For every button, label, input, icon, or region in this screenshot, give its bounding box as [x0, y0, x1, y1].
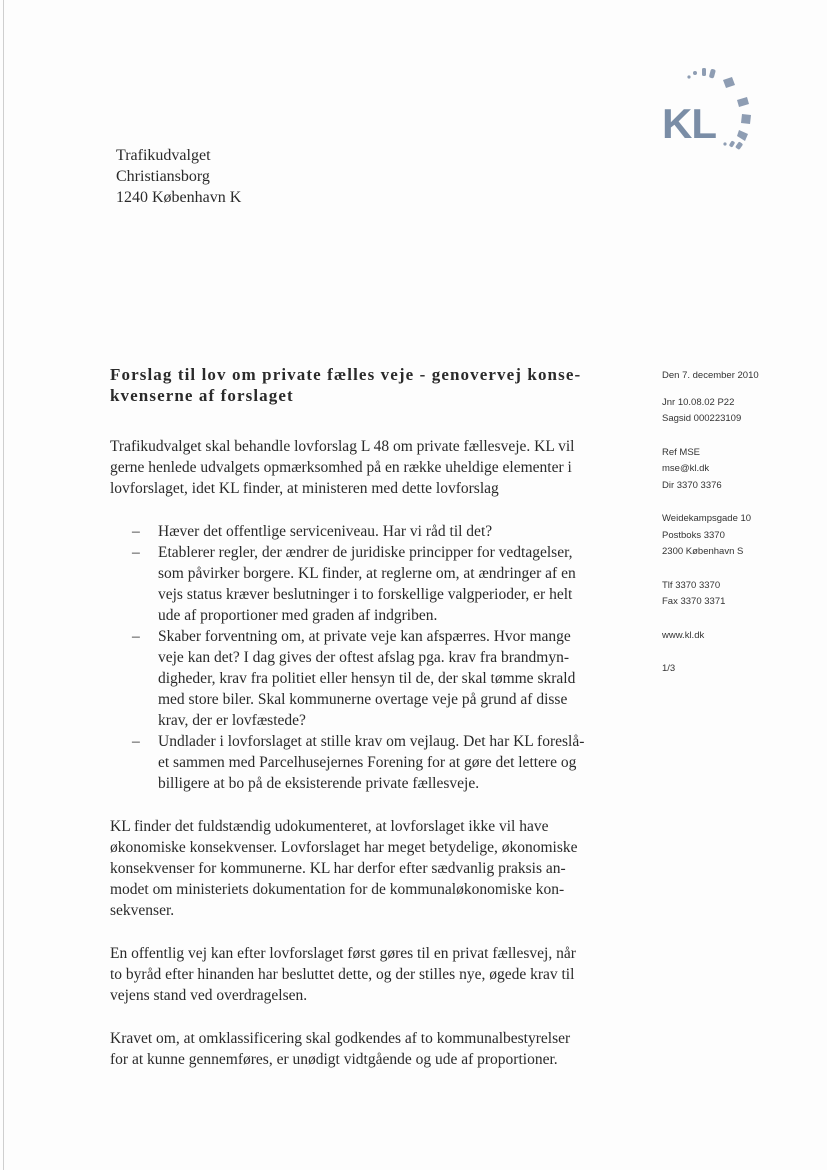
road-conversion-paragraph: En offentlig vej kan efter lovforslaget først gøres til en privat fællesvej, når to byråd efter hinanden har besluttet dette, og der stilles nye, øgede krav til vejens stand ved overdragelsen.: [110, 945, 576, 1004]
intro-paragraph: Trafikudvalget skal behandle lovforslag L 48 om private fællesveje. KL vil gerne henlede udvalgets opmærksomhed på en række uheldige elementer i lovforslaget, idet KL finder, at ministeren med dette lovforslag: [110, 438, 575, 497]
case-id: Sagsid 000223109: [662, 413, 742, 424]
phone: Tlf 3370 3370: [662, 579, 721, 591]
letter-title: [110, 364, 630, 406]
list-item: – Etablerer regler, der ændrer de juridiske principper for vedtagelser, som påvirker borgere. KL finder, at reglerne om, at ændringer af en vejs status kræver beslutninger i to forskellige valgperioder, er helt ude af proportioner med graden af indgriben.: [132, 544, 576, 624]
letter-date: Den 7. december 2010: [662, 370, 759, 381]
list-item: – Skaber forventning om, at private veje kan afspærres. Hvor mange veje kan det? I dag gives der oftest afslag pga. krav fra brandmyn- digheder, krav fra politiet eller hensyn til de, der skal tømme skrald med store biler. Skal kommunerne overtage veje på grund af disse krav, der er lovfæstede?: [132, 628, 576, 729]
postbox: Postboks 3370: [662, 529, 725, 541]
sender-info-sidebar: [662, 368, 822, 695]
recipient-line: 1240 København K: [116, 189, 242, 206]
recipient-line: Christiansborg: [116, 168, 210, 185]
letter-body: [110, 436, 622, 1070]
sender-email: mse@kl.dk: [662, 463, 710, 474]
reclassification-paragraph: Kravet om, at omklassificering skal godkendes af to kommunalbestyrelser for at kunne gennemføres, er unødigt vidtgående og ude af proportioner.: [110, 1030, 571, 1068]
title-line: Forslag til lov om private fælles veje - genovervej konse-: [110, 365, 582, 384]
recipient-line: Trafikudvalget: [116, 147, 211, 164]
postal-city: 2300 København S: [662, 546, 744, 557]
page-number: 1/3: [662, 663, 676, 674]
journal-number: Jnr 10.08.02 P22: [662, 396, 735, 408]
website: www.kl.dk: [662, 629, 705, 641]
fax: Fax 3370 3371: [662, 596, 726, 607]
recipient-address: [116, 145, 241, 208]
title-line: kvenserne af forslaget: [110, 386, 294, 405]
economic-consequences-paragraph: KL finder det fuldstændig udokumenteret, at lovforslaget ikke vil have økonomiske konsekvenser. Lovforslaget har meget betydelige, økonomiske konsekvenser for kommunerne. KL har derfor efter sædvanlig praksis an- modet om ministeriets dokumentation for de kommunaløkonomiske kon- sekvenser.: [110, 818, 578, 919]
kl-logo: [660, 62, 770, 162]
concerns-list: [110, 521, 622, 794]
list-item: – Undlader i lovforslaget at stille krav om vejlaug. Det har KL foreslå- et sammen med Parcelhusejernes Forening for at gøre det lettere og billigere at bo på de eksisterende private fællesveje.: [132, 733, 585, 792]
scan-edge-line: [3, 0, 4, 1170]
logo-text: KL: [662, 100, 716, 147]
street-address: Weidekampsgade 10: [662, 513, 752, 524]
list-item: – Hæver det offentlige serviceniveau. Har vi råd til det?: [132, 523, 493, 540]
direct-phone: Dir 3370 3376: [662, 479, 722, 491]
reference: Ref MSE: [662, 446, 701, 458]
